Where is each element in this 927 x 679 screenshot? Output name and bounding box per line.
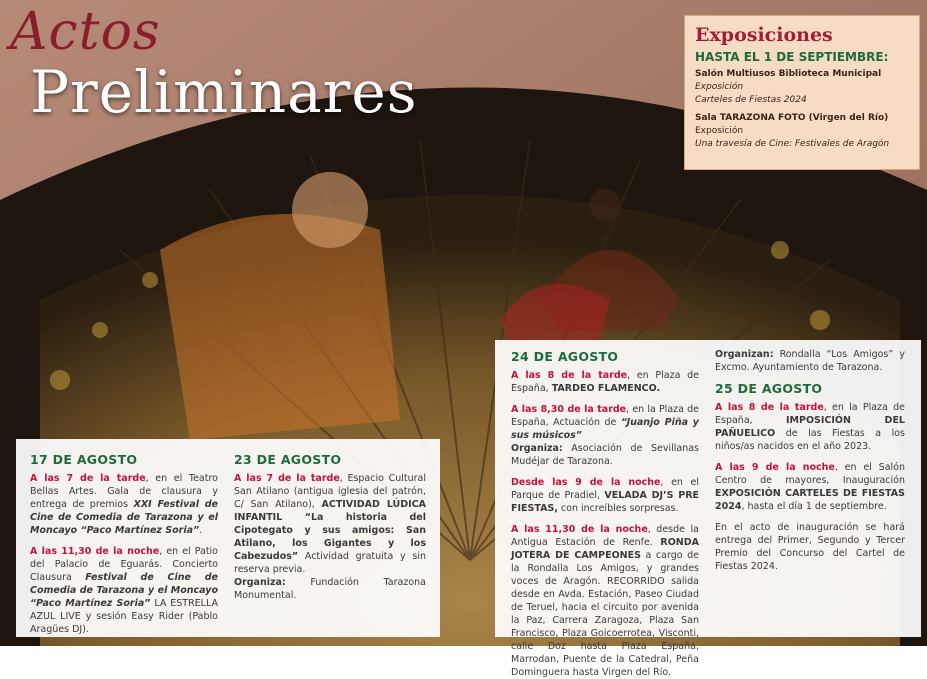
exposiciones-until: HASTA EL 1 DE SEPTIEMBRE: — [695, 50, 889, 64]
exposiciones-title: Exposiciones — [695, 24, 833, 46]
panel-left — [16, 439, 440, 637]
event-paragraph: A las 11,30 de la noche, en el Patio del Palacio de Eguarás. Concierto Clausura Festival de Cine de Comedia de Tarazona y el Moncayo “Paco Martínez Soria” LA ESTRELLA AZUL LIVE y sesión Easy Rider (Pablo Aragües DJ). — [30, 546, 218, 635]
event-paragraph: Organizan: Rondalla “Los Amigos” y Excmo. Ayuntamiento de Tarazona. — [715, 349, 905, 373]
page-title: Preliminares — [30, 58, 418, 126]
expo-venue: Sala TARAZONA FOTO (Virgen del Río) — [695, 113, 889, 123]
event-paragraph: A las 7 de la tarde, Espacio Cultural San Atilano (antigua iglesia del patrón, C/ San Atilano), ACTIVIDAD LÚDICA INFANTIL “La historia del Cipotegato y sus amigos: San Atilano, los Gigantes y los Cabezudos” Actividad gratuita y sin reserva previa. Organiza: Fundación Tarazona Monumental. — [234, 473, 426, 601]
day-24-agosto — [511, 349, 700, 678]
day-17-agosto — [30, 453, 218, 644]
event-paragraph: A las 8 de la tarde, en Plaza de España, TARDEO FLAMENCO. — [511, 370, 699, 394]
day-23-agosto — [234, 453, 426, 610]
expo-type: Exposición — [695, 126, 744, 136]
event-paragraph: A las 11,30 de la noche, desde la Antigua Estación de Renfe. RONDA JOTERA DE CAMPEONES a cargo de la Rondalla Los Amigos, y grandes voces de Aragón. RECORRIDO salida desde en Avda. Estación, Paseo Ciudad de Teruel, hacia el circuito por avenida la Paz, Carrera Zaragoza, Plaza San Francisco, Plaza Goicoerrotea, Visconti, calle Doz hasta Plaza España, Marrodan, Puente de la Catedral, Peña Dominguera hasta Virgen del Río. — [511, 524, 700, 678]
expo-type: Exposición — [695, 82, 744, 92]
event-paragraph: A las 8,30 de la tarde, en la Plaza de España, Actuación de “Juanjo Piña y sus músicos” Organiza: Asociación de Sevillanas Mudéjar de Tarazona. — [511, 404, 699, 467]
event-paragraph: En el acto de inauguración se hará entrega del Primer, Segundo y Tercer Premio del Concurso del Cartel de Fiestas 2024. — [715, 522, 905, 572]
day-24-25-agosto-column — [715, 348, 905, 581]
event-paragraph: A las 7 de la tarde, en el Teatro Bellas Artes. Gala de clausura y entrega de premios XXI Festival de Cine de Comedia de Tarazona y el Moncayo “Paco Martínez Soria”. — [30, 473, 218, 536]
event-paragraph: A las 9 de la noche, en el Salón Centro de mayores, Inauguración EXPOSICIÓN CARTELES DE FIESTAS 2024, hasta el día 1 de septiembre. — [715, 462, 905, 512]
script-title: Actos — [10, 2, 161, 62]
expo-name: Una travesía de Cine: Festivales de Aragón — [695, 139, 890, 149]
date-heading: 24 DE AGOSTO — [511, 349, 619, 364]
event-paragraph: Desde las 9 de la noche, en el Parque de Pradiel, VELADA DJ’S PRE FIESTAS, con increíbles sorpresas. — [511, 477, 699, 514]
expo-name: Carteles de Fiestas 2024 — [695, 95, 807, 105]
date-heading: 17 DE AGOSTO — [30, 452, 138, 467]
event-paragraph: A las 8 de la tarde, en la Plaza de España, IMPOSICIÓN DEL PAÑUELICO de las Fiestas a los niños/as nacidos en el año 2023. — [715, 402, 905, 452]
exposiciones-box — [684, 15, 920, 170]
date-heading: 23 DE AGOSTO — [234, 452, 342, 467]
panel-right — [495, 340, 921, 678]
date-heading: 25 DE AGOSTO — [715, 381, 823, 396]
expo-venue: Salón Multiusos Biblioteca Municipal — [695, 69, 882, 79]
